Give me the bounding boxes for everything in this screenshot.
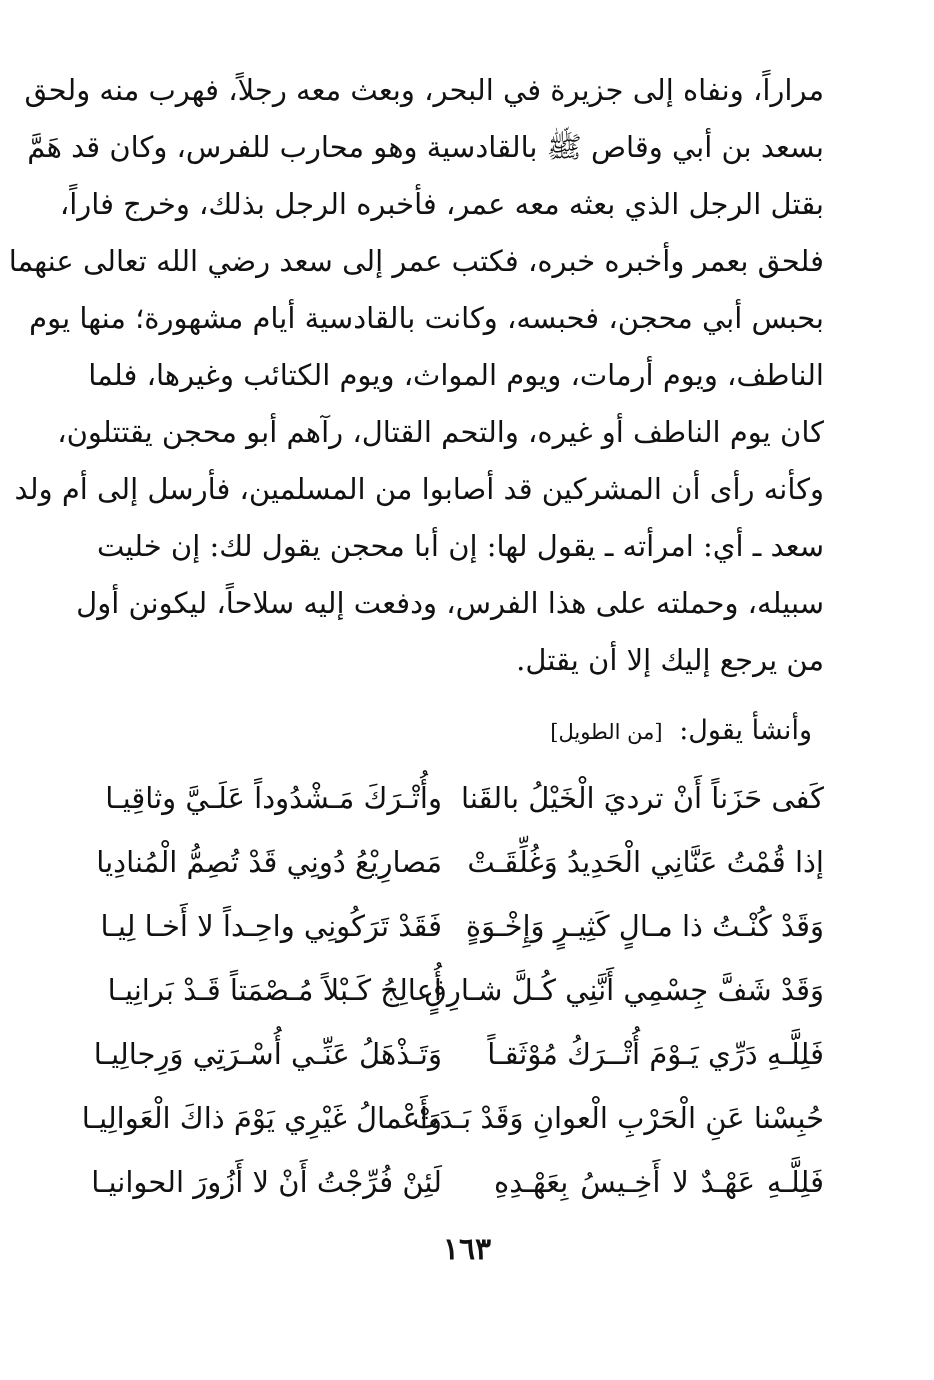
page-number: ١٦٣: [442, 1232, 492, 1267]
prose-line: بقتل الرجل الذي بعثه معه عمر، فأخبره الرجل بذلك، وخرج فاراً،: [59, 187, 824, 221]
verse-second-hemistich: وَتَـذْهَلُ عَنِّـي أُسْـرَتِي وَرِجالِيـا: [93, 1037, 442, 1071]
verse-second-hemistich: وأُتْـرَكَ مَـشْدُوداً عَلَـيَّ وثاقِيـا: [105, 781, 442, 815]
prose-line: الناطف، ويوم أرمات، ويوم المواث، ويوم الكتائب وغيرها، فلما: [88, 358, 824, 392]
verse: [96, 830, 824, 894]
verse-second-hemistich: أُعالِجُ كَـبْلاً مُـصْمَتاً قَـدْ بَرانِيـا: [107, 973, 442, 1007]
verse-first-hemistich: فَلِلَّـهِ عَهْـدٌ لا أَخِـيسُ بِعَهْـدِهِ: [494, 1165, 824, 1199]
prose-paragraph: [8, 62, 824, 689]
prose-line: مراراً، ونفاه إلى جزيرة في البحر، وبعث معه رجلاً، فهرب منه ولحق: [24, 73, 824, 107]
verse-first-hemistich: كَفى حَزَناً أَنْ ترديَ الْخَيْلُ بالقَنا: [461, 781, 824, 815]
verse: [107, 958, 824, 1022]
poem-meter-label: [من الطويل]: [550, 720, 663, 744]
prose-line: بسعد بن أبي وقاص ﷺ بالقادسية وهو محارب للفرس، وكان قد هَمَّ: [27, 130, 824, 164]
poem: [81, 766, 824, 1214]
poem-intro-text: وأنشأ يقول:: [679, 715, 812, 746]
verse-first-hemistich: إذا قُمْتُ عَنَّانِي الْحَدِيدُ وَغُلِّقَـتْ: [467, 845, 824, 879]
prose-line: وكأنه رأى أن المشركين قد أصابوا من المسلمين، فأرسل إلى أم ولد: [14, 472, 824, 506]
verse: [81, 1086, 824, 1150]
prose-line: بحبس أبي محجن، فحبسه، وكانت بالقادسية أيام مشهورة؛ منها يوم: [29, 301, 824, 335]
verse: [91, 1150, 824, 1214]
verse: [100, 894, 824, 958]
verse-second-hemistich: مَصارِيْعُ دُونِي قَدْ تُصِمُّ الْمُنادِيا: [96, 845, 442, 879]
verse-first-hemistich: حُبِسْنا عَنِ الْحَرْبِ الْعوانِ وَقَدْ بَـدَتْ: [412, 1101, 824, 1135]
verse-second-hemistich: لَئِنْ فُرِّجْتُ أَنْ لا أَزُورَ الحوانيـا: [91, 1165, 442, 1199]
verse-first-hemistich: وَقَدْ شَفَّ جِسْمِي أَنَّنِي كُـلَّ شـارِقٍ: [424, 973, 824, 1007]
prose-line: فلحق بعمر وأخبره خبره، فكتب عمر إلى سعد رضي الله تعالى عنهما: [8, 244, 824, 278]
verse: [93, 1022, 824, 1086]
prose-line: كان يوم الناطف أو غيره، والتحم القتال، رآهم أبو محجن يقتتلون،: [57, 415, 824, 449]
prose-line: سبيله، وحملته على هذا الفرس، ودفعت إليه سلاحاً، ليكونن أول: [76, 586, 824, 620]
verse-first-hemistich: فَلِلَّـهِ دَرِّي يَـوْمَ أُتْــرَكُ مُوْثَقـاً: [487, 1037, 824, 1071]
poem-intro: [200, 703, 812, 759]
verse: [105, 766, 824, 830]
verse-first-hemistich: وَقَدْ كُنْـتُ ذا مـالٍ كَثِيـرٍ وَإِخْـوَةٍ: [465, 909, 824, 943]
verse-second-hemistich: فَقَدْ تَرَكُونِي واحِـداً لا أَخـا لِيـا: [100, 909, 442, 943]
verse-second-hemistich: وَأَعْمالُ غَيْرِي يَوْمَ ذاكَ الْعَوالِيـا: [81, 1101, 442, 1135]
prose-line: سعد ـ أي: امرأته ـ يقول لها: إن أبا محجن يقول لك: إن خليت: [96, 529, 824, 563]
prose-line: من يرجع إليك إلا أن يقتل.: [516, 643, 824, 677]
